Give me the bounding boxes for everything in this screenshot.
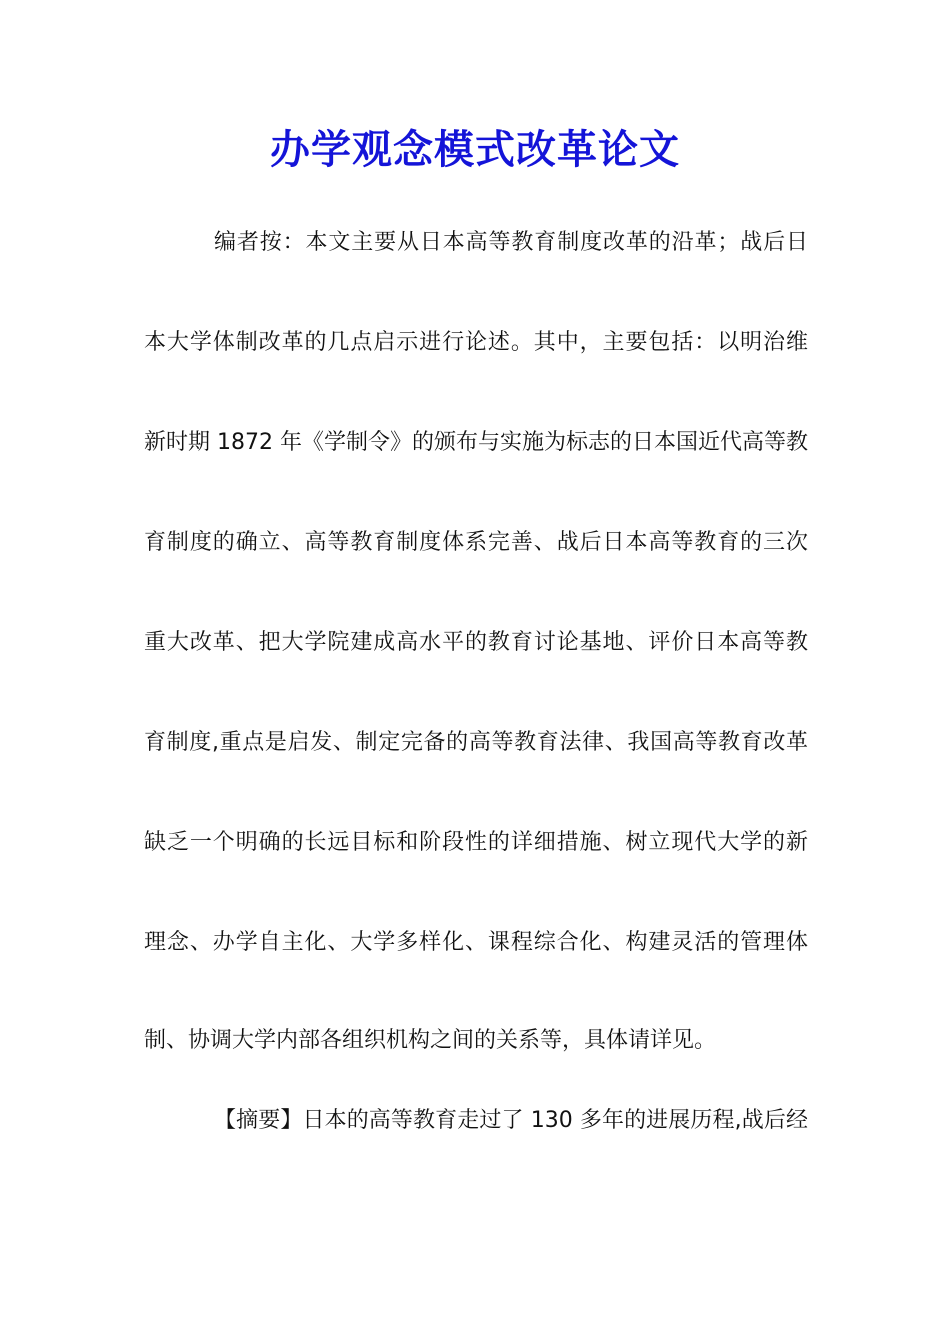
editor-note-line-2: 本大学体制改革的几点启示进行论述。其中，主要包括：以明治维 bbox=[144, 330, 808, 355]
editor-note-line-6: 育制度,重点是启发、制定完备的高等教育法律、我国高等教育改革 bbox=[144, 730, 808, 755]
editor-note-line-9: 制、协调大学内部各组织机构之间的关系等，具体请详见。 bbox=[144, 1028, 717, 1053]
editor-note-line-7: 缺乏一个明确的长远目标和阶段性的详细措施、树立现代大学的新 bbox=[144, 830, 808, 855]
abstract-line-1: 【摘要】日本的高等教育走过了 130 多年的进展历程,战后经 bbox=[214, 1108, 808, 1133]
editor-note-line-5: 重大改革、把大学院建成高水平的教育讨论基地、评价日本高等教 bbox=[144, 630, 808, 655]
document-title: 办学观念模式改革论文 bbox=[270, 126, 680, 173]
editor-note-line-3: 新时期 1872 年《学制令》的颁布与实施为标志的日本国近代高等教 bbox=[144, 430, 808, 455]
editor-note-line-8: 理念、办学自主化、大学多样化、课程综合化、构建灵活的管理体 bbox=[144, 930, 808, 955]
editor-note-line-4: 育制度的确立、高等教育制度体系完善、战后日本高等教育的三次 bbox=[144, 530, 808, 555]
editor-note-line-1: 编者按：本文主要从日本高等教育制度改革的沿革；战后日 bbox=[214, 230, 808, 255]
